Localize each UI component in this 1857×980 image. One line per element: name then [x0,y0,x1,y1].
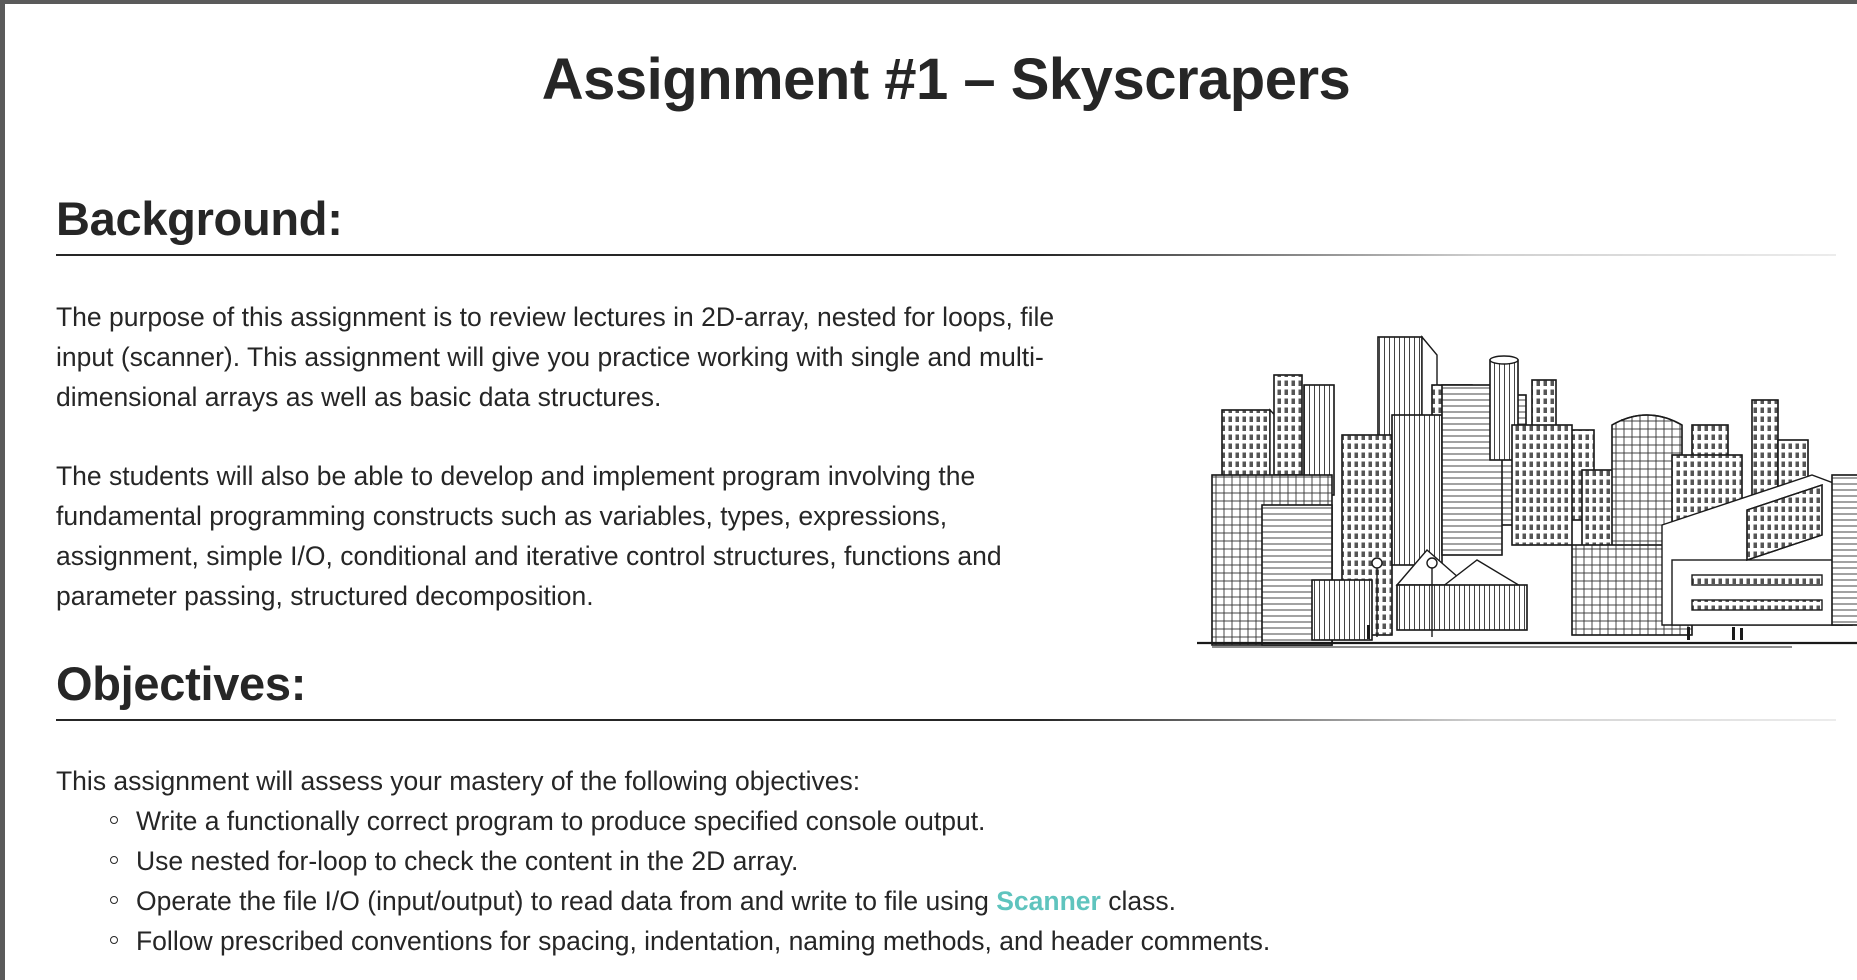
hollow-bullet-icon [110,936,118,944]
paragraph-line: parameter passing, structured decomposition. [56,581,594,611]
skyscrapers-sketch-illustration [1192,325,1857,655]
window-frame-left [0,0,5,980]
objectives-intro-text: This assignment will assess your mastery of the following objectives: [56,766,861,796]
background-paragraph-2 [56,456,1002,616]
objectives-list [56,801,1270,961]
paragraph-line: assignment, simple I/O, conditional and iterative control structures, functions and [56,541,1002,571]
objective-text: Write a functionally correct program to produce specified console output. [136,806,986,836]
list-item [56,801,1270,841]
hollow-bullet-icon [110,896,118,904]
objectives-intro [56,761,860,801]
objective-text: Use nested for-loop to check the content in the 2D array. [136,846,799,876]
background-heading: Background: [56,192,343,245]
paragraph-line: dimensional arrays as well as basic data structures. [56,382,662,412]
window-frame-top [0,0,1857,4]
list-item [56,921,1270,961]
paragraph-line: The students will also be able to develop and implement program involving the [56,461,976,491]
objective-text: Follow prescribed conventions for spacing, indentation, naming methods, and header comments. [136,926,1271,956]
background-paragraph-1 [56,297,1054,417]
list-item [56,881,1270,921]
page-title: Assignment #1 – Skyscrapers [541,47,1351,112]
objective-text-before: Operate the file I/O (input/output) to read data from and write to file using [136,886,997,916]
paragraph-line: fundamental programming constructs such as variables, types, expressions, [56,501,948,531]
hollow-bullet-icon [110,856,118,864]
paragraph-line: The purpose of this assignment is to review lectures in 2D-array, nested for loops, file [56,302,1055,332]
scanner-class-highlight: Scanner [996,886,1101,916]
paragraph-line: input (scanner). This assignment will give you practice working with single and multi- [56,342,1044,372]
hollow-bullet-icon [110,816,118,824]
background-divider [56,254,1836,256]
objectives-heading: Objectives: [56,657,307,710]
objectives-divider [56,719,1836,721]
objective-text-after: class. [1100,886,1176,916]
list-item [56,841,1270,881]
